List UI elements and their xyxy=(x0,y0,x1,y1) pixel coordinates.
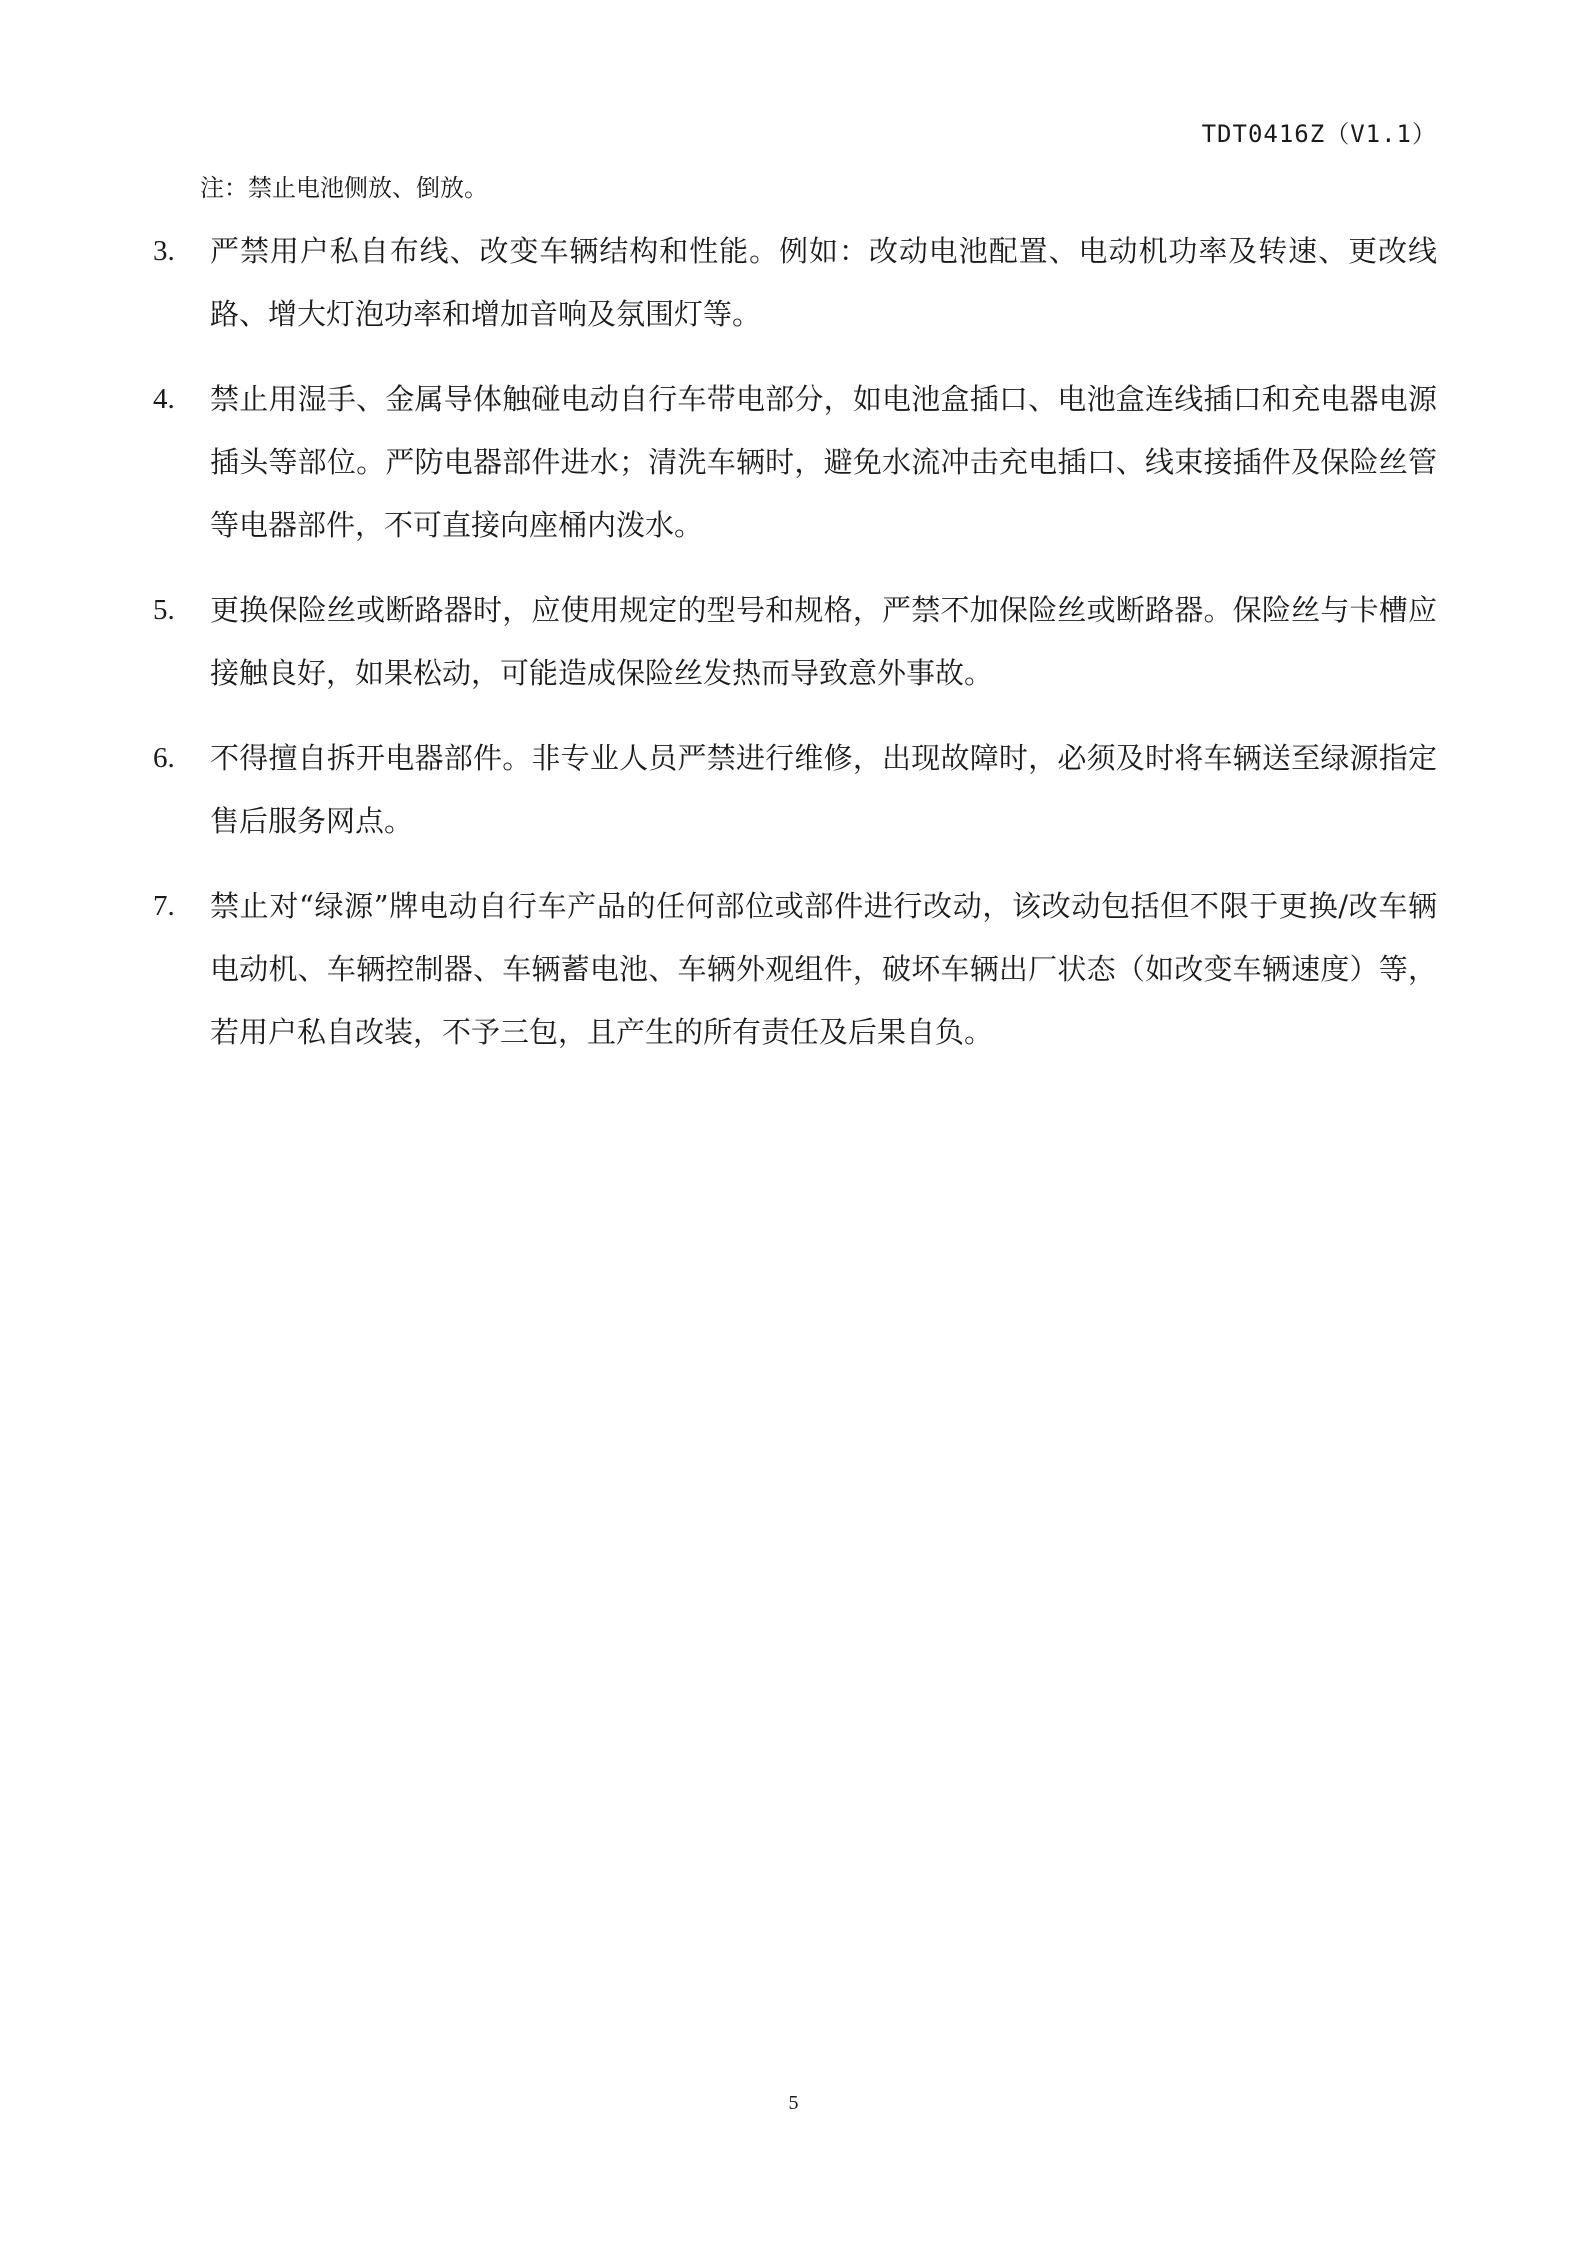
safety-item-6 xyxy=(150,727,1437,853)
item-number: 6. xyxy=(153,742,175,774)
item-text: 不得擅自拆开电器部件。非专业人员严禁进行维修，出现故障时，必须及时将车辆送至绿源指定售后服务网点。 xyxy=(210,741,1437,838)
item-text: 严禁用户私自布线、改变车辆结构和性能。例如：改动电池配置、电动机功率及转速、更改线路、增大灯泡功率和增加音响及氛围灯等。 xyxy=(210,234,1437,331)
safety-item-list xyxy=(150,220,1437,1086)
item-text: 禁止用湿手、金属导体触碰电动自行车带电部分，如电池盒插口、电池盒连线插口和充电器电源插头等部位。严防电器部件进水；清洗车辆时，避免水流冲击充电插口、线束接插件及保险丝管等电器部件，不可直接向座桶内泼水。 xyxy=(210,382,1437,542)
safety-item-3 xyxy=(150,220,1437,346)
item-number: 4. xyxy=(153,383,175,415)
item-number: 3. xyxy=(153,235,175,267)
page-number: 5 xyxy=(788,2092,799,2114)
safety-item-5 xyxy=(150,579,1437,705)
item-number: 5. xyxy=(153,594,175,626)
document-code: TDT0416Z（V1.1） xyxy=(1201,120,1437,148)
item-text: 禁止对“绿源”牌电动自行车产品的任何部位或部件进行改动，该改动包括但不限于更换/改车辆电动机、车辆控制器、车辆蓄电池、车辆外观组件，破坏车辆出厂状态（如改变车辆速度）等，若用户私自改装，不予三包，且产生的所有责任及后果自负。 xyxy=(210,889,1437,1049)
safety-item-4 xyxy=(150,368,1437,557)
safety-item-7 xyxy=(150,875,1437,1064)
battery-note: 注：禁止电池侧放、倒放。 xyxy=(200,174,488,202)
item-text: 更换保险丝或断路器时，应使用规定的型号和规格，严禁不加保险丝或断路器。保险丝与卡槽应接触良好，如果松动，可能造成保险丝发热而导致意外事故。 xyxy=(210,593,1437,690)
item-number: 7. xyxy=(153,890,175,922)
